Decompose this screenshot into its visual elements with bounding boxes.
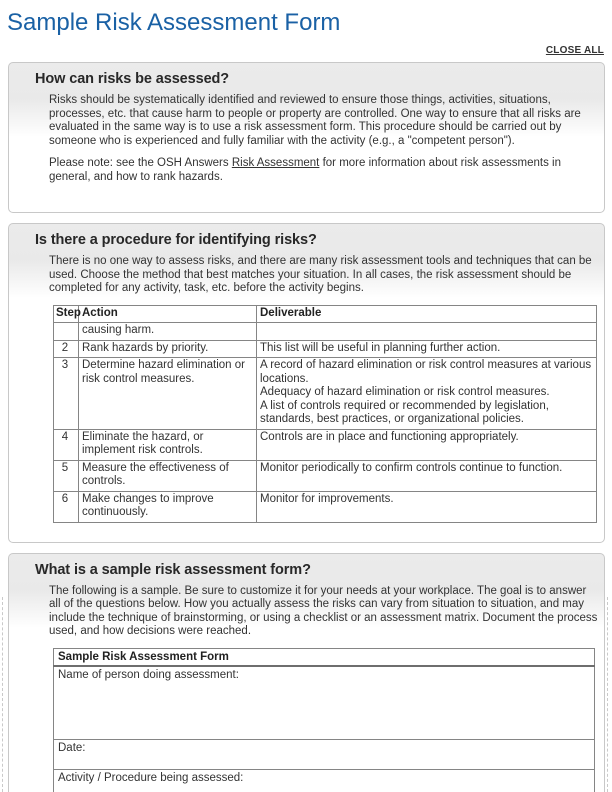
- table-row: [54, 491, 597, 522]
- action-cell: Rank hazards by priority.: [79, 340, 257, 358]
- section-heading: Is there a procedure for identifying risks?: [35, 232, 317, 248]
- page-edge-guide: [2, 597, 3, 792]
- step-cell: 6: [54, 491, 79, 522]
- column-header-step: Step: [54, 305, 79, 323]
- section-how-can-risks-be-assessed: [8, 62, 605, 213]
- close-all-row: [0, 40, 604, 56]
- page-title: Sample Risk Assessment Form: [7, 9, 341, 36]
- deliverable-cell: Monitor periodically to confirm controls continue to function.: [257, 460, 597, 491]
- column-header-action: Action: [79, 305, 257, 323]
- section-body: [9, 249, 604, 523]
- step-cell: 4: [54, 429, 79, 460]
- table-row: [54, 340, 597, 358]
- section-body: [9, 579, 604, 792]
- step-cell: 5: [54, 460, 79, 491]
- form-field-row: [54, 666, 595, 739]
- form-title: Sample Risk Assessment Form: [54, 648, 595, 666]
- close-all-link[interactable]: CLOSE ALL: [545, 45, 604, 56]
- paragraph: Risks should be systematically identified and reviewed to ensure those things, activities, situations, processes, etc. that cause harm to people or property are controlled. One way to ensure that all risks are evaluated in the same way is to use a risk assessment form. This procedure should be carried out by someone who is experienced and fully familiar with the activity (e.g., a "competent person").: [49, 94, 581, 147]
- section-body: [9, 88, 604, 184]
- form-title-row: [54, 648, 595, 666]
- section-procedure-for-identifying-risks: [8, 223, 605, 543]
- section-sample-risk-assessment-form: [8, 553, 605, 792]
- table-header-row: [54, 305, 597, 323]
- paragraph: There is no one way to assess risks, and there are many risk assessment tools and techniques that can be used. Choose the method that best matches your situation. In all cases, the risk assessment should be completed for any activity, task, etc. before the activity begins.: [49, 255, 592, 294]
- step-cell: 3: [54, 358, 79, 430]
- deliverable-cell: [257, 358, 597, 430]
- action-cell: causing harm.: [79, 323, 257, 341]
- deliverable-cell: Controls are in place and functioning appropriately.: [257, 429, 597, 460]
- field-name-of-assessor: Name of person doing assessment:: [54, 666, 595, 739]
- note-text-after: for more information about risk assessments in general, and how to rank hazards.: [49, 157, 561, 183]
- table-row: [54, 323, 597, 341]
- deliverable-line: Adequacy of hazard elimination or risk control measures.: [260, 386, 550, 398]
- deliverable-cell: Monitor for improvements.: [257, 491, 597, 522]
- deliverable-line: A list of controls required or recommended by legislation, standards, best practices, or organizational policies.: [260, 399, 549, 425]
- deliverable-cell-empty: [257, 323, 597, 341]
- action-cell: Eliminate the hazard, or implement risk controls.: [79, 429, 257, 460]
- table-row: [54, 460, 597, 491]
- paragraph: The following is a sample. Be sure to customize it for your needs at your workplace. The goal is to answer all of the questions below. How you actually assess the risks can vary from situation to situation, and may include the technique of brainstorming, or using a checklist or an assessment matrix. Document the process used, and how decisions were reached.: [49, 584, 598, 637]
- step-cell: [54, 323, 79, 341]
- step-cell: 2: [54, 340, 79, 358]
- form-field-row: [54, 769, 595, 792]
- section-heading: How can risks be assessed?: [35, 71, 230, 87]
- note-text-before: Please note: see the OSH Answers: [49, 157, 232, 169]
- column-header-deliverable: Deliverable: [257, 305, 597, 323]
- steps-table: [53, 305, 597, 523]
- deliverable-cell: This list will be useful in planning further action.: [257, 340, 597, 358]
- section-heading: What is a sample risk assessment form?: [35, 561, 311, 578]
- page-edge-guide: [607, 597, 608, 792]
- note-paragraph: [49, 157, 598, 184]
- table-row: [54, 429, 597, 460]
- action-cell: Measure the effectiveness of controls.: [79, 460, 257, 491]
- form-field-row: [54, 739, 595, 769]
- field-date: Date:: [54, 739, 595, 769]
- field-activity-procedure: Activity / Procedure being assessed:: [54, 769, 595, 792]
- risk-assessment-link[interactable]: Risk Assessment: [231, 157, 320, 169]
- action-cell: Determine hazard elimination or risk control measures.: [79, 358, 257, 430]
- deliverable-line: A record of hazard elimination or risk control measures at various locations.: [260, 359, 592, 385]
- sample-form-table: [53, 648, 595, 792]
- table-row: [54, 358, 597, 430]
- action-cell: Make changes to improve continuously.: [79, 491, 257, 522]
